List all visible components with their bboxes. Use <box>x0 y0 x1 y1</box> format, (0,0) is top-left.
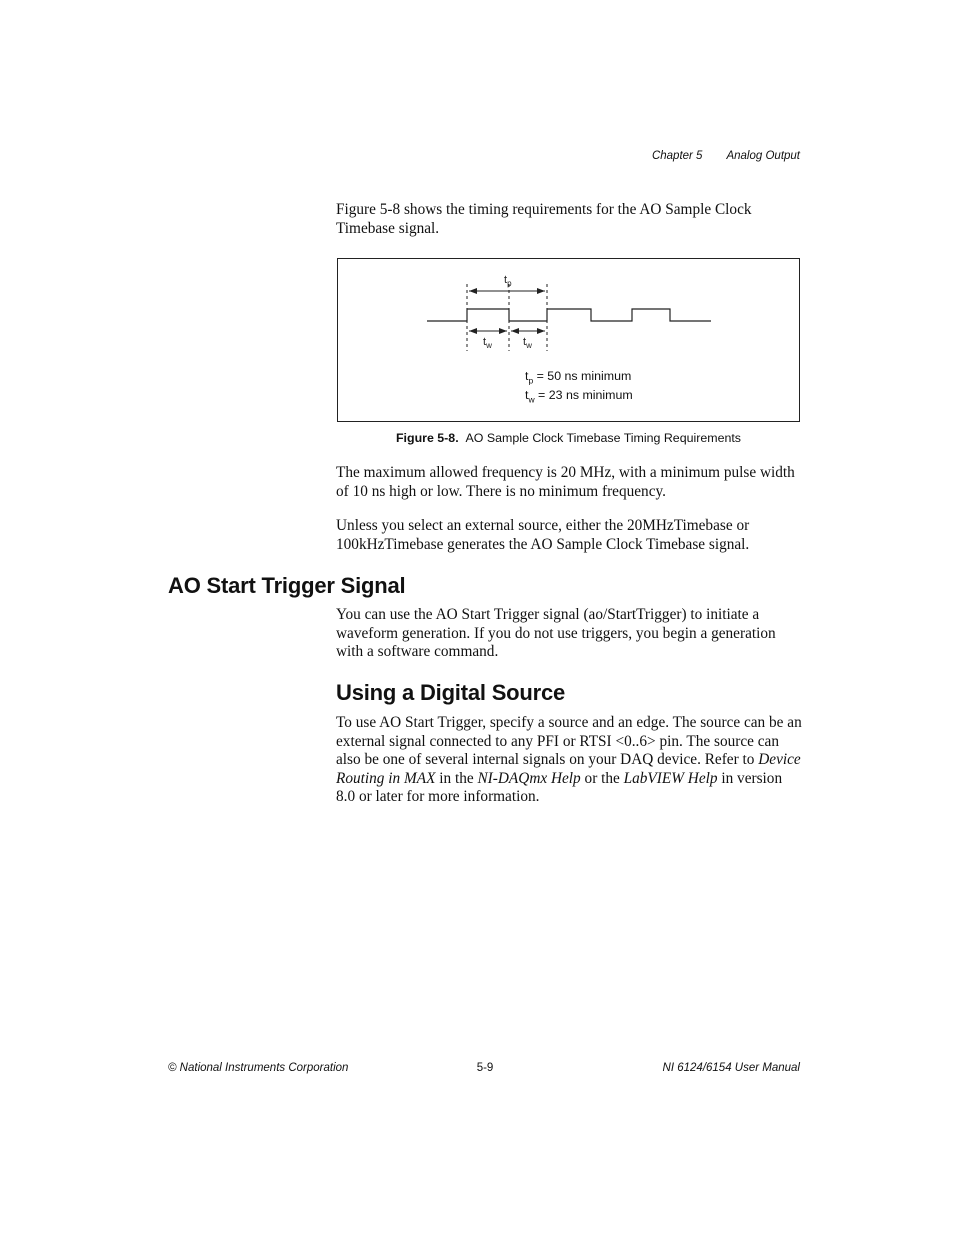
section-label: Analog Output <box>726 150 800 162</box>
tw-label-1: t <box>483 336 487 348</box>
start-trigger-paragraph: You can use the AO Start Trigger signal (ao/StartTrigger) to initiate a waveform generation. If you do not use triggers, you begin a generation with a software command. <box>336 606 776 661</box>
section-heading-start-trigger: AO Start Trigger Signal <box>168 573 406 598</box>
tp-sub: p <box>507 279 512 288</box>
ref-labview-help: LabVIEW Help <box>623 769 718 787</box>
ref-device-routing: Device Routing in MAX <box>336 751 801 787</box>
tw-label-2: t <box>523 336 527 348</box>
timing-figure <box>337 258 800 422</box>
chapter-label: Chapter 5 <box>651 150 703 162</box>
digital-source-paragraph: To use AO Start Trigger, specify a source and an edge. The source can be an external signal connected to any PFI or RTSI <0..6> pin. The source can also be one of several internal signals on your DAQ device. Refer to Device Routing in MAX in the NI-DAQmx Help or the LabVIEW Help in version 8.0 or later for more information. <box>336 714 802 806</box>
figure-caption <box>337 431 800 445</box>
svg-text:tw <box>523 336 532 350</box>
caption-label: Figure 5-8. <box>395 431 459 445</box>
svg-text:tw <box>483 336 492 350</box>
tp-label: t <box>504 274 508 286</box>
caption-text: AO Sample Clock Timebase Timing Requirements <box>465 431 741 445</box>
section-heading-digital-source: Using a Digital Source <box>336 680 566 705</box>
running-header <box>600 150 800 162</box>
tw-sub-2: w <box>526 341 532 350</box>
timebase-paragraph: Unless you select an external source, either the 20MHzTimebase or 100kHzTimebase generates the AO Sample Clock Timebase signal. <box>336 517 750 553</box>
tp-equation: $t_p = 50$ ns minimum <box>525 369 632 386</box>
frequency-paragraph: The maximum allowed frequency is 20 MHz, with a minimum pulse width of 10 ns high or low. There is no minimum frequency. <box>336 464 795 500</box>
ref-daqmx-help: NI-DAQmx Help <box>477 769 581 787</box>
clock-waveform <box>427 309 711 321</box>
tw-equation: $t_w = 23$ ns minimum <box>525 388 633 405</box>
footer-manual-title: NI 6124/6154 User Manual <box>662 1062 800 1074</box>
footer-page-number: 5-9 <box>476 1062 494 1074</box>
svg-text:tp <box>504 274 512 288</box>
intro-paragraph: Figure 5-8 shows the timing requirements for the AO Sample Clock Timebase signal. <box>336 201 752 237</box>
tw-sub-1: w <box>486 341 492 350</box>
footer-copyright: © National Instruments Corporation <box>168 1062 349 1074</box>
